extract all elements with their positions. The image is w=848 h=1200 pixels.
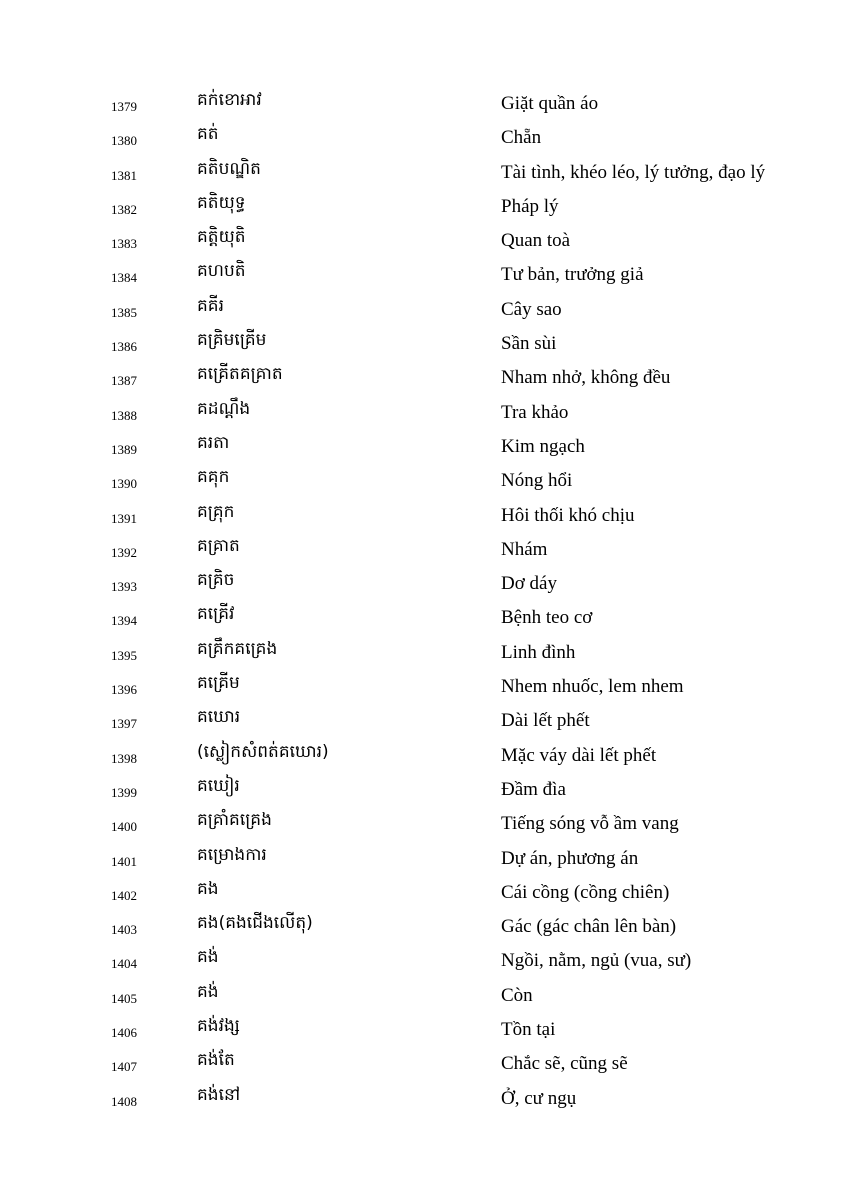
khmer-term: គង [197, 878, 219, 899]
table-row [0, 1046, 848, 1080]
khmer-term: គគ្រើវ [197, 604, 235, 625]
khmer-term: គតិយុទ្ធ [197, 192, 246, 213]
vietnamese-meaning: Hôi thối khó chịu [501, 504, 635, 526]
table-row [0, 978, 848, 1012]
vietnamese-meaning: Còn [501, 984, 533, 1006]
khmer-term: គង់វង្ស [197, 1016, 240, 1037]
table-row [0, 1081, 848, 1115]
khmer-term: គគុក [197, 467, 230, 488]
entry-list [0, 86, 848, 1115]
vietnamese-meaning: Kim ngạch [501, 435, 585, 457]
entry-number: 1406 [111, 1025, 137, 1041]
entry-number: 1407 [111, 1059, 137, 1075]
table-row [0, 86, 848, 120]
table-row [0, 257, 848, 291]
entry-number: 1404 [111, 956, 137, 972]
khmer-term: គតិបណ្ឌិត [197, 158, 261, 179]
vietnamese-meaning: Nóng hổi [501, 470, 573, 492]
table-row [0, 1012, 848, 1046]
table-row [0, 120, 848, 154]
entry-number: 1405 [111, 990, 137, 1006]
khmer-term: គង់ [197, 947, 219, 968]
vietnamese-meaning: Quan toà [501, 230, 571, 252]
table-row [0, 532, 848, 566]
table-row [0, 669, 848, 703]
table-row [0, 703, 848, 737]
entry-number: 1383 [111, 236, 137, 252]
entry-number: 1386 [111, 339, 137, 355]
table-row [0, 806, 848, 840]
entry-number: 1382 [111, 201, 137, 217]
khmer-term: គង់នៅ [197, 1084, 241, 1105]
vietnamese-meaning: Ngồi, nằm, ngủ (vua, sư) [501, 950, 692, 972]
entry-number: 1393 [111, 579, 137, 595]
khmer-term: គឃោរ [197, 707, 241, 728]
khmer-term: គគ្រើម [197, 673, 240, 694]
entry-number: 1395 [111, 647, 137, 663]
vietnamese-meaning: Dài lết phết [501, 710, 590, 732]
khmer-term: គរតា [197, 432, 230, 453]
vietnamese-meaning: Nham nhở, không đều [501, 367, 671, 389]
khmer-term: គង់តែ [197, 1050, 235, 1071]
table-row [0, 875, 848, 909]
entry-number: 1391 [111, 510, 137, 526]
vietnamese-meaning: Cái cồng (cồng chiên) [501, 881, 670, 903]
table-row [0, 463, 848, 497]
vietnamese-meaning: Đầm đìa [501, 778, 566, 800]
vietnamese-meaning: Sần sùi [501, 333, 557, 355]
table-row [0, 360, 848, 394]
table-row [0, 223, 848, 257]
entry-number: 1388 [111, 407, 137, 423]
vietnamese-meaning: Tài tình, khéo léo, lý tưởng, đạo lý [501, 161, 766, 183]
table-row [0, 189, 848, 223]
khmer-term: គគ្រាំគគ្រេង [197, 810, 272, 831]
vietnamese-meaning: Bệnh teo cơ [501, 607, 593, 629]
table-row [0, 772, 848, 806]
entry-number: 1379 [111, 99, 137, 114]
khmer-term: គក់ខោអាវ [197, 90, 262, 110]
entry-number: 1387 [111, 373, 137, 389]
entry-number: 1408 [111, 1093, 137, 1109]
vietnamese-meaning: Nhám [501, 538, 548, 560]
vietnamese-meaning: Tiếng sóng vỗ ầm vang [501, 813, 679, 835]
entry-number: 1399 [111, 784, 137, 800]
table-row [0, 738, 848, 772]
entry-number: 1381 [111, 167, 137, 183]
entry-number: 1396 [111, 682, 137, 698]
entry-number: 1385 [111, 304, 137, 320]
vietnamese-meaning: Dơ dáy [501, 573, 557, 595]
khmer-term: គហបតិ [197, 261, 246, 282]
khmer-term: គគ្រាត [197, 535, 240, 556]
vietnamese-meaning: Chẵn [501, 127, 542, 149]
table-row [0, 566, 848, 600]
vietnamese-meaning: Ở, cư ngụ [501, 1087, 577, 1109]
entry-number: 1403 [111, 922, 137, 938]
vietnamese-meaning: Nhem nhuốc, lem nhem [501, 676, 684, 698]
khmer-term: គគីរ [197, 295, 224, 316]
khmer-term: (ស្លៀកសំពត់គឃោរ) [197, 741, 329, 762]
khmer-term: គដណ្ដឹង [197, 398, 251, 419]
entry-number: 1401 [111, 853, 137, 869]
vietnamese-meaning: Dự án, phương án [501, 847, 639, 869]
entry-number: 1392 [111, 544, 137, 560]
vietnamese-meaning: Chắc sẽ, cũng sẽ [501, 1053, 628, 1075]
table-row [0, 841, 848, 875]
khmer-term: គគ្រឹកគគ្រេង [197, 638, 278, 659]
khmer-term: គឃៀរ [197, 775, 240, 796]
table-row [0, 155, 848, 189]
khmer-term: គត្តិយុតិ [197, 227, 246, 248]
vietnamese-meaning: Tra khảo [501, 401, 569, 423]
vietnamese-meaning: Linh đình [501, 641, 576, 663]
entry-number: 1398 [111, 750, 137, 766]
khmer-term: គត់ [197, 124, 219, 145]
entry-number: 1394 [111, 613, 137, 629]
table-row [0, 292, 848, 326]
entry-number: 1400 [111, 819, 137, 835]
entry-number: 1384 [111, 270, 137, 286]
table-row [0, 326, 848, 360]
vietnamese-meaning: Pháp lý [501, 195, 559, 217]
entry-number: 1389 [111, 441, 137, 457]
vietnamese-meaning: Cây sao [501, 298, 562, 320]
entry-number: 1380 [111, 133, 137, 149]
khmer-term: គគ្រិមគ្រើម [197, 330, 267, 351]
khmer-term: គគ្រិច [197, 570, 235, 591]
khmer-term: គគ្រុក [197, 501, 235, 522]
vietnamese-meaning: Gác (gác chân lên bàn) [501, 916, 677, 938]
vietnamese-meaning: Tư bản, trưởng giả [501, 264, 644, 286]
khmer-term: គគ្រើតគគ្រាត [197, 364, 283, 385]
entry-number: 1390 [111, 476, 137, 492]
table-row [0, 395, 848, 429]
table-row [0, 429, 848, 463]
vietnamese-meaning: Mặc váy dài lết phết [501, 744, 657, 766]
table-row [0, 909, 848, 943]
khmer-term: គង់ [197, 981, 219, 1002]
entry-number: 1402 [111, 887, 137, 903]
khmer-term: គង(គងជើងលើតុ) [197, 913, 313, 934]
vietnamese-meaning: Giặt quần áo [501, 93, 599, 114]
khmer-term: គម្រោងការ [197, 844, 267, 865]
vietnamese-meaning: Tồn tại [501, 1019, 556, 1041]
table-row [0, 600, 848, 634]
table-row [0, 943, 848, 977]
entry-number: 1397 [111, 716, 137, 732]
table-row [0, 498, 848, 532]
table-row [0, 635, 848, 669]
